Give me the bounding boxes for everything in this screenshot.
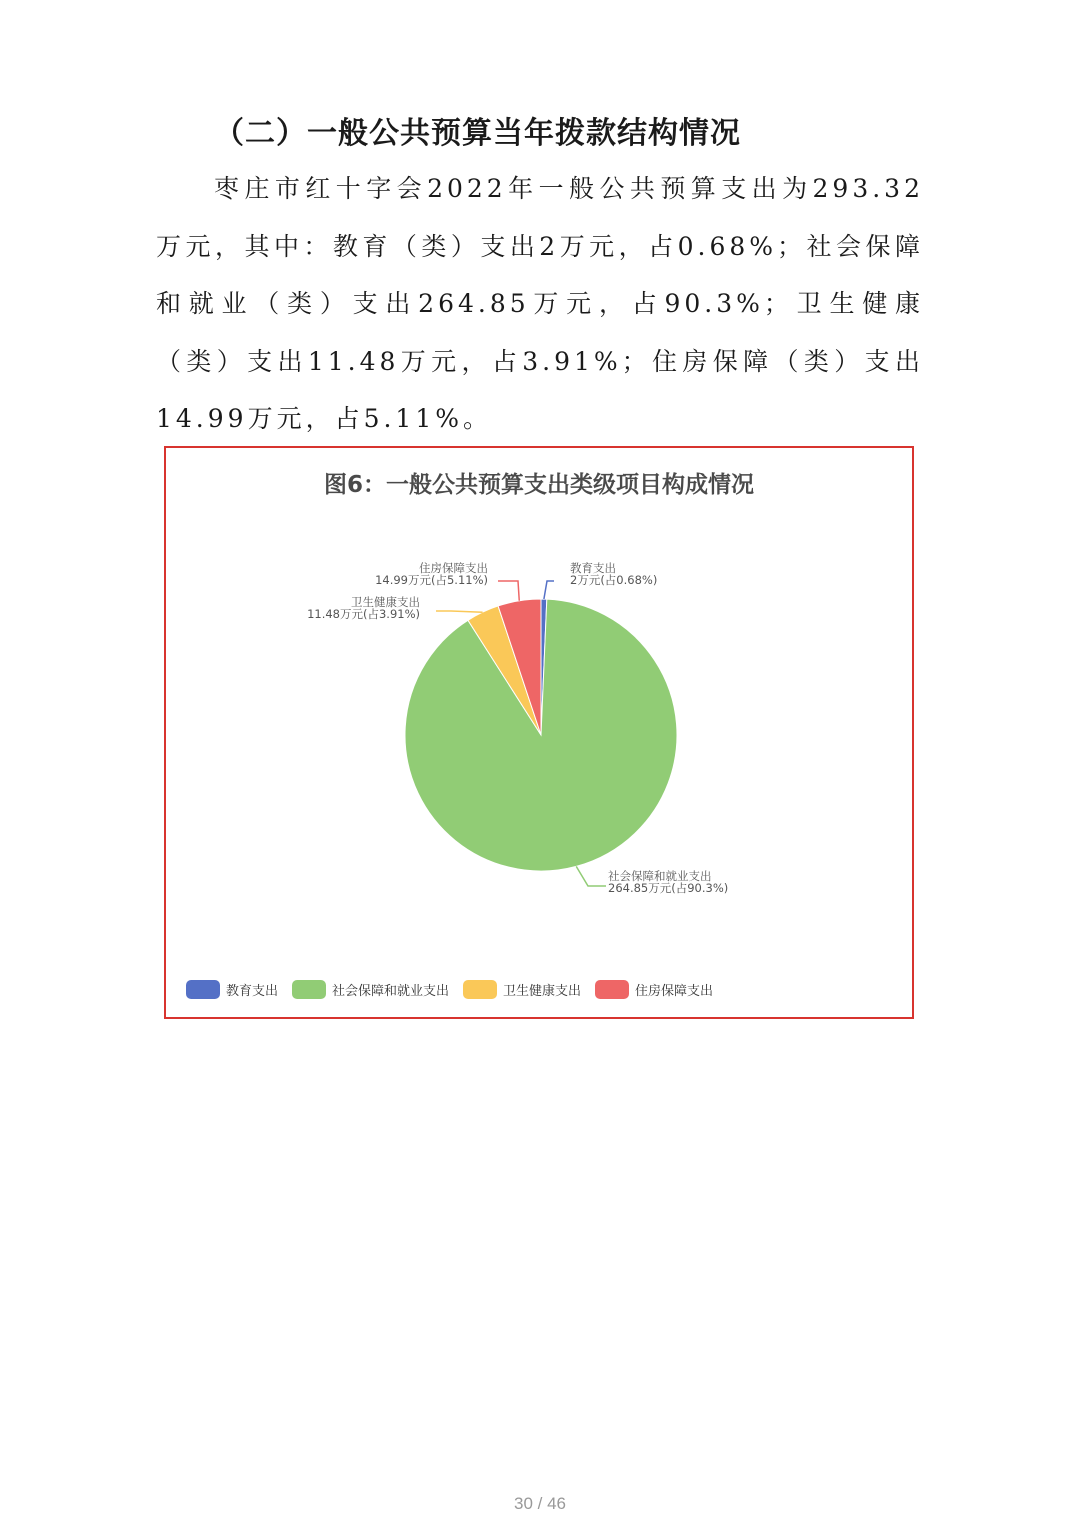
slice-label-1-line-2: 264.85万元(占90.3%) (608, 881, 729, 895)
legend-swatch (463, 980, 497, 999)
slice-label-3-line-2: 14.99万元(占5.11%) (375, 573, 488, 587)
leader-line-2 (436, 611, 483, 612)
legend-item-social-security[interactable] (292, 980, 449, 999)
legend-item-education[interactable] (186, 980, 278, 999)
pie-chart-frame (164, 446, 914, 1019)
slice-label-0-line-1: 教育支出 (570, 561, 616, 575)
budget-paragraph: 枣庄市红十字会2022年一般公共预算支出为293.32万元，其中：教育（类）支出2万元，占0.68%；社会保障和就业（类）支出264.85万元，占90.3%；卫生健康（类）支出11.48万元，占3.91%；住房保障（类）支出14.99万元，占5.11%。 (156, 174, 924, 433)
legend-swatch (186, 980, 220, 999)
leader-line-3 (498, 581, 519, 601)
legend-item-health[interactable] (463, 980, 581, 999)
slice-label-0-line-2: 2万元(占0.68%) (570, 573, 658, 587)
legend-label: 住房保障支出 (635, 984, 714, 999)
slice-label-2-line-1: 卫生健康支出 (351, 595, 420, 609)
slice-label-2-line-2: 11.48万元(占3.91%) (307, 607, 420, 621)
chart-legend (186, 980, 713, 999)
slice-label-1-line-1: 社会保障和就业支出 (608, 869, 712, 883)
legend-label: 社会保障和就业支出 (332, 984, 450, 999)
leader-line-1 (576, 866, 606, 886)
chart-title: 图6：一般公共预算支出类级项目构成情况 (323, 472, 754, 498)
legend-label: 教育支出 (226, 984, 279, 999)
pie-chart (166, 448, 912, 1017)
leader-line-0 (544, 581, 554, 599)
legend-swatch (595, 980, 629, 999)
legend-item-housing[interactable] (595, 980, 713, 999)
slice-label-3-line-1: 住房保障支出 (419, 561, 488, 575)
section-heading: （二）一般公共预算当年拨款结构情况 (214, 116, 741, 151)
legend-swatch (292, 980, 326, 999)
page-number: 30 / 46 (514, 1494, 566, 1513)
legend-label: 卫生健康支出 (503, 984, 582, 999)
